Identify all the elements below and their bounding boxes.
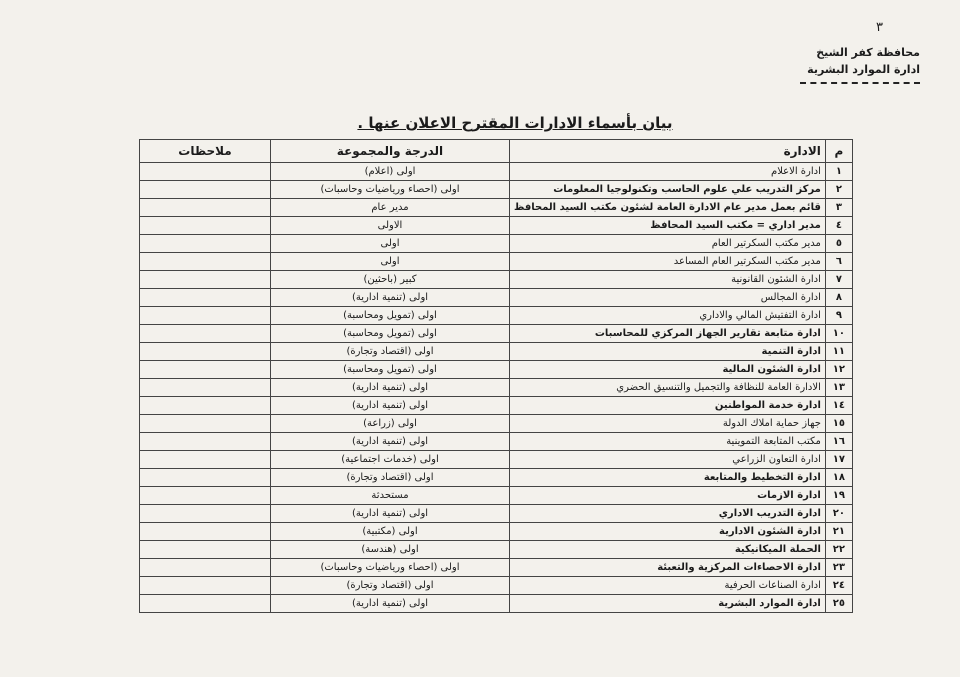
row-grade: اولى (اقتصاد وتجارة) [271, 343, 510, 361]
row-grade: اولى (تمويل ومحاسبة) [271, 361, 510, 379]
row-administration: ادارة الشئون المالية [510, 361, 826, 379]
row-notes [140, 487, 271, 505]
row-grade: اولى (مكتبية) [271, 523, 510, 541]
row-grade: اولى (تنمية ادارية) [271, 379, 510, 397]
header-divider [800, 82, 920, 84]
table-row [140, 577, 853, 595]
row-notes [140, 523, 271, 541]
row-num: ١٢ [825, 361, 852, 379]
row-num: ١٦ [825, 433, 852, 451]
row-num: ٣ [825, 199, 852, 217]
row-notes [140, 307, 271, 325]
table-row [140, 199, 853, 217]
row-num: ٢٢ [825, 541, 852, 559]
row-notes [140, 289, 271, 307]
table-row [140, 559, 853, 577]
governorate-name: محافظة كفر الشيخ [816, 46, 920, 59]
row-notes [140, 343, 271, 361]
row-num: ٢ [825, 181, 852, 199]
row-num: ١٣ [825, 379, 852, 397]
table-row [140, 433, 853, 451]
row-administration: ادارة الصناعات الحرفية [510, 577, 826, 595]
row-grade: مستحدثة [271, 487, 510, 505]
row-num: ١٧ [825, 451, 852, 469]
row-notes [140, 469, 271, 487]
row-grade: اولى (تنمية ادارية) [271, 289, 510, 307]
table-row [140, 397, 853, 415]
row-grade: اولى [271, 253, 510, 271]
table-row [140, 415, 853, 433]
row-grade: اولى (زراعة) [271, 415, 510, 433]
row-administration: ادارة الموارد البشرية [510, 595, 826, 613]
row-grade: اولى [271, 235, 510, 253]
row-grade: اولى (احصاء ورياضيات وحاسبات) [271, 181, 510, 199]
row-administration: ادارة الشئون الادارية [510, 523, 826, 541]
row-num: ٦ [825, 253, 852, 271]
row-administration: ادارة الازمات [510, 487, 826, 505]
row-administration: ادارة المجالس [510, 289, 826, 307]
row-notes [140, 577, 271, 595]
header-grade: الدرجة والمجموعة [271, 140, 510, 163]
letterhead [770, 44, 920, 84]
row-administration: ادارة التعاون الزراعي [510, 451, 826, 469]
row-grade: اولى (اقتصاد وتجارة) [271, 469, 510, 487]
row-grade: الاولى [271, 217, 510, 235]
row-administration: ادارة الاعلام [510, 163, 826, 181]
table-row [140, 289, 853, 307]
row-notes [140, 163, 271, 181]
table-row [140, 325, 853, 343]
row-grade: اولى (تنمية ادارية) [271, 595, 510, 613]
row-grade: اولى (احصاء ورياضيات وحاسبات) [271, 559, 510, 577]
row-notes [140, 379, 271, 397]
row-num: ١٥ [825, 415, 852, 433]
row-num: ١٨ [825, 469, 852, 487]
row-num: ٢٣ [825, 559, 852, 577]
row-administration: ادارة متابعة تقارير الجهاز المركزي للمحاسبات [510, 325, 826, 343]
table-row [140, 163, 853, 181]
table-row [140, 181, 853, 199]
row-num: ١٩ [825, 487, 852, 505]
row-num: ٢٥ [825, 595, 852, 613]
table-row [140, 307, 853, 325]
row-administration: ادارة الشئون القانونية [510, 271, 826, 289]
row-num: ٢١ [825, 523, 852, 541]
row-notes [140, 361, 271, 379]
table-row [140, 253, 853, 271]
row-notes [140, 595, 271, 613]
row-grade: اولى (هندسة) [271, 541, 510, 559]
header-administration: الادارة [510, 140, 826, 163]
row-num: ٧ [825, 271, 852, 289]
table-row [140, 235, 853, 253]
row-administration: ادارة التنمية [510, 343, 826, 361]
row-num: ٥ [825, 235, 852, 253]
row-grade: اولى (اعلام) [271, 163, 510, 181]
row-notes [140, 559, 271, 577]
row-administration: مدير مكتب السكرتير العام [510, 235, 826, 253]
row-num: ١١ [825, 343, 852, 361]
row-administration: ادارة التدريب الاداري [510, 505, 826, 523]
table-row [140, 271, 853, 289]
table-row [140, 379, 853, 397]
row-administration: ادارة الاحصاءات المركزية والتعبئة [510, 559, 826, 577]
table-body [140, 163, 853, 613]
row-grade: اولى (تنمية ادارية) [271, 433, 510, 451]
table-row [140, 343, 853, 361]
row-grade: اولى (خدمات اجتماعية) [271, 451, 510, 469]
row-administration: الادارة العامة للنظافة والتجميل والتنسيق الحضري [510, 379, 826, 397]
row-administration: مركز التدريب علي علوم الحاسب وتكنولوجيا المعلومات [510, 181, 826, 199]
row-notes [140, 433, 271, 451]
table-row [140, 595, 853, 613]
row-num: ١ [825, 163, 852, 181]
row-num: ٨ [825, 289, 852, 307]
row-num: ١٤ [825, 397, 852, 415]
table-row [140, 361, 853, 379]
row-notes [140, 253, 271, 271]
row-num: ٩ [825, 307, 852, 325]
department-name: ادارة الموارد البشرية [807, 63, 920, 76]
row-administration: مدير مكتب السكرتير العام المساعد [510, 253, 826, 271]
row-administration: الحملة الميكانيكية [510, 541, 826, 559]
row-notes [140, 541, 271, 559]
row-grade: اولى (تنمية ادارية) [271, 505, 510, 523]
row-administration: قائم بعمل مدير عام الادارة العامة لشئون مكتب السيد المحافظ [510, 199, 826, 217]
row-grade: مدير عام [271, 199, 510, 217]
row-grade: اولى (اقتصاد وتجارة) [271, 577, 510, 595]
row-num: ٢٤ [825, 577, 852, 595]
header-notes: ملاحظات [140, 140, 271, 163]
table-header-row [140, 140, 853, 163]
row-num: ٢٠ [825, 505, 852, 523]
row-administration: مكتب المتابعة التموينية [510, 433, 826, 451]
table-row [140, 469, 853, 487]
table-row [140, 523, 853, 541]
row-administration: مدير اداري = مكتب السيد المحافظ [510, 217, 826, 235]
table-row [140, 451, 853, 469]
row-notes [140, 271, 271, 289]
row-notes [140, 217, 271, 235]
document-title: بيان بأسماء الادارات المقترح الاعلان عنها . [357, 114, 673, 132]
row-notes [140, 181, 271, 199]
row-grade: اولى (تمويل ومحاسبة) [271, 307, 510, 325]
row-notes [140, 325, 271, 343]
row-administration: ادارة خدمة المواطنين [510, 397, 826, 415]
row-grade: اولى (تمويل ومحاسبة) [271, 325, 510, 343]
row-administration: جهاز حماية املاك الدولة [510, 415, 826, 433]
table-row [140, 541, 853, 559]
table-row [140, 505, 853, 523]
page-mark: ٣ [876, 20, 883, 35]
row-notes [140, 451, 271, 469]
row-notes [140, 199, 271, 217]
row-grade: اولى (تنمية ادارية) [271, 397, 510, 415]
row-administration: ادارة التخطيط والمتابعة [510, 469, 826, 487]
administrations-table [139, 139, 853, 613]
row-administration: ادارة التفتيش المالي والاداري [510, 307, 826, 325]
row-notes [140, 505, 271, 523]
row-num: ١٠ [825, 325, 852, 343]
row-grade: كبير (باحثين) [271, 271, 510, 289]
header-num: م [825, 140, 852, 163]
row-notes [140, 415, 271, 433]
row-notes [140, 397, 271, 415]
row-num: ٤ [825, 217, 852, 235]
table-row [140, 217, 853, 235]
row-notes [140, 235, 271, 253]
table-row [140, 487, 853, 505]
